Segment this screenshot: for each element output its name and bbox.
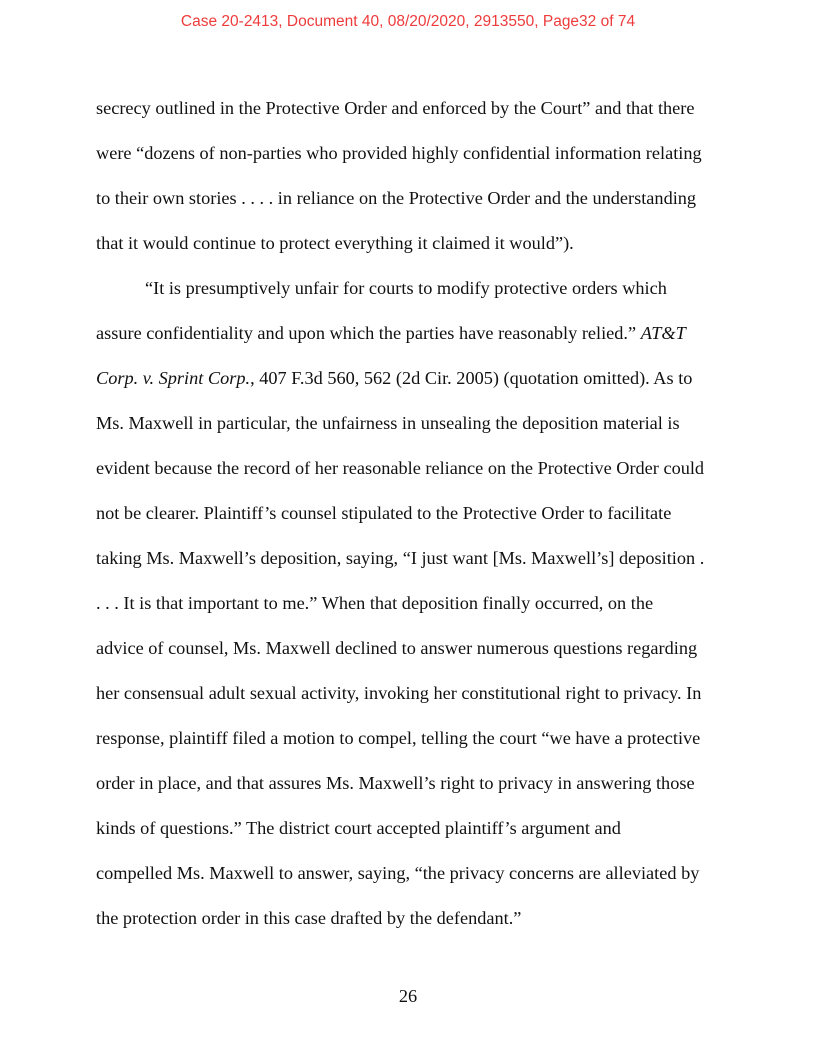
case-header: Case 20-2413, Document 40, 08/20/2020, 2913550, Page32 of 74	[180, 13, 636, 30]
body-line: . . . It is that important to me.” When that deposition finally occurred, on the	[96, 593, 654, 613]
body-line: her consensual adult sexual activity, invoking her constitutional right to privacy. In	[96, 683, 702, 703]
body-line: Ms. Maxwell in particular, the unfairness in unsealing the deposition material is	[96, 413, 680, 433]
case-citation-italic: Corp. v. Sprint Corp.	[96, 368, 251, 388]
paragraph-first-line: “It is presumptively unfair for courts to modify protective orders which	[145, 278, 667, 298]
page-number: 26	[398, 986, 418, 1006]
body-line: kinds of questions.” The district court accepted plaintiff’s argument and	[96, 818, 621, 838]
body-line: advice of counsel, Ms. Maxwell declined to answer numerous questions regarding	[96, 638, 698, 658]
body-line: response, plaintiff filed a motion to compel, telling the court “we have a protective	[96, 728, 701, 748]
body-line: the protection order in this case drafted by the defendant.”	[96, 908, 522, 928]
body-line: evident because the record of her reasonable reliance on the Protective Order could	[96, 458, 705, 478]
body-line: compelled Ms. Maxwell to answer, saying, “the privacy concerns are alleviated by	[96, 863, 700, 883]
body-text-span: , 407 F.3d 560, 562 (2d Cir. 2005) (quotation omitted). As to	[250, 368, 693, 388]
case-citation-italic: AT&T	[640, 323, 686, 343]
body-line: to their own stories . . . . in reliance on the Protective Order and the understanding	[96, 188, 697, 208]
body-line: order in place, and that assures Ms. Maxwell’s right to privacy in answering those	[96, 773, 695, 793]
body-line: not be clearer. Plaintiff’s counsel stipulated to the Protective Order to facilitate	[96, 503, 672, 523]
body-line: that it would continue to protect everything it claimed it would”).	[96, 233, 574, 253]
body-line	[96, 367, 692, 389]
body-line: taking Ms. Maxwell’s deposition, saying, “I just want [Ms. Maxwell’s] deposition .	[96, 548, 705, 568]
body-text-span: assure confidentiality and upon which the parties have reasonably relied.”	[96, 323, 641, 343]
body-line: secrecy outlined in the Protective Order and enforced by the Court” and that there	[96, 98, 695, 118]
body-line: were “dozens of non-parties who provided highly confidential information relating	[96, 143, 702, 163]
body-line	[96, 322, 686, 344]
